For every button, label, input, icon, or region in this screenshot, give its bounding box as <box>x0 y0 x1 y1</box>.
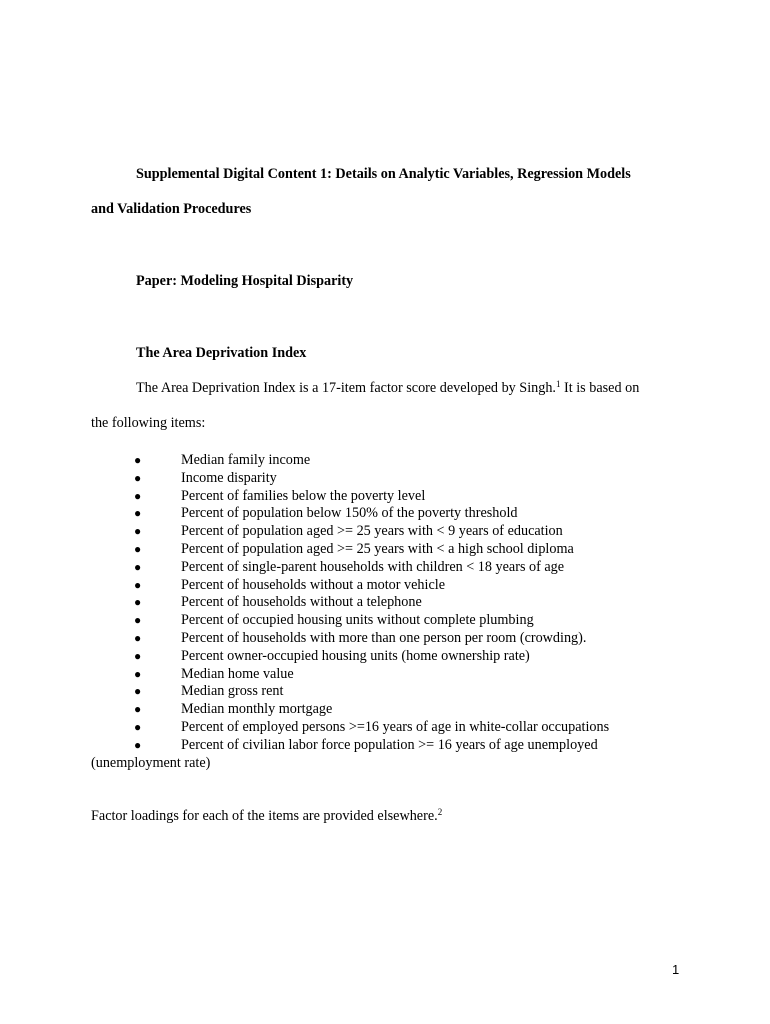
intro-paragraph-line-1 <box>136 381 639 395</box>
factor-text: Factor loadings for each of the items are provided elsewhere. <box>91 808 438 824</box>
list-item-text: Percent of households without a motor vehicle <box>181 576 445 593</box>
list-item-text: Percent of households with more than one person per room (crowding). <box>181 629 587 646</box>
list-item-text: Percent of civilian labor force population >= 16 years of age unemployed <box>181 736 598 753</box>
list-item-text: Percent of families below the poverty level <box>181 487 426 504</box>
paper-heading: Paper: Modeling Hospital Disparity <box>136 273 354 289</box>
list-item-text: Percent of single-parent households with children < 18 years of age <box>181 558 565 575</box>
footnote-ref-2[interactable]: 2 <box>437 807 443 817</box>
bullet-icon: ● <box>134 630 142 645</box>
list-item-text: Percent of population aged >= 25 years with < a high school diploma <box>181 540 574 557</box>
list-item-text: Percent of population below 150% of the poverty threshold <box>181 505 518 522</box>
bullet-icon: ● <box>134 524 142 539</box>
title-line-2: and Validation Procedures <box>91 201 252 217</box>
title-line-1: Supplemental Digital Content 1: Details on Analytic Variables, Regression Models <box>136 166 631 182</box>
bullet-icon: ● <box>134 666 142 681</box>
bullet-icon: ● <box>134 506 142 521</box>
intro-text: The Area Deprivation Index is a 17-item factor score developed by Singh. <box>136 380 556 396</box>
list-item-text: Income disparity <box>181 469 277 486</box>
list-item-text: Median gross rent <box>181 683 284 700</box>
bullet-icon: ● <box>134 613 142 628</box>
bullet-icon: ● <box>134 648 142 663</box>
list-item-text: Median family income <box>181 452 311 468</box>
section-heading: The Area Deprivation Index <box>136 345 307 361</box>
bullet-icon: ● <box>134 453 142 467</box>
bullet-icon: ● <box>134 559 142 574</box>
bullet-icon: ● <box>134 488 142 503</box>
footnote-ref-1[interactable]: 1 <box>555 379 561 389</box>
bullet-icon: ● <box>134 702 142 717</box>
list-item-text: Median home value <box>181 665 294 682</box>
factor-loadings-paragraph <box>91 809 442 823</box>
list-item-text: Percent of households without a telephone <box>181 594 422 611</box>
bullet-icon: ● <box>134 737 142 752</box>
list-item-text: Percent owner-occupied housing units (home ownership rate) <box>181 647 530 664</box>
page-number: 1 <box>672 962 680 977</box>
bullet-icon: ● <box>134 719 142 734</box>
list-item-text: Percent of employed persons >=16 years of age in white-collar occupations <box>181 718 610 735</box>
bullet-icon: ● <box>134 595 142 610</box>
list-item-text: Percent of population aged >= 25 years with < 9 years of education <box>181 523 563 540</box>
list-item-text: Median monthly mortgage <box>181 701 333 718</box>
bullet-icon: ● <box>134 470 142 485</box>
intro-paragraph-line-2: the following items: <box>91 415 206 431</box>
list-item-text: Percent of occupied housing units without complete plumbing <box>181 612 534 629</box>
bullet-icon: ● <box>134 577 142 592</box>
bullet-icon: ● <box>134 684 142 699</box>
intro-text-continued: It is based on <box>560 380 640 396</box>
list-item-continuation: (unemployment rate) <box>91 755 211 771</box>
bullet-icon: ● <box>134 541 142 556</box>
